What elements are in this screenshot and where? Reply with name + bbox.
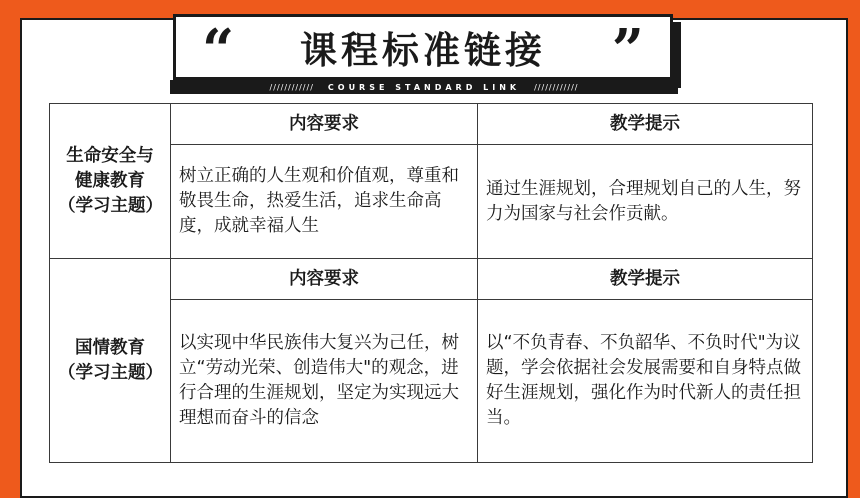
page-title: 课程标准链接 bbox=[300, 29, 546, 72]
content-requirement-cell: 树立正确的人生观和价值观，尊重和敬畏生命，热爱生活，追求生命高度，成就幸福人生 bbox=[171, 145, 478, 259]
close-quote-icon: ” bbox=[611, 22, 644, 72]
content-requirement-cell: 以实现中华民族伟大复兴为己任，树立“劳动光荣、创造伟大"的观念，进行合理的生涯规划，坚定为实现远大理想而奋斗的信念 bbox=[171, 300, 478, 463]
column-header-hint: 教学提示 bbox=[478, 259, 813, 300]
slashes-left: //////////// bbox=[269, 82, 314, 92]
topic-cell bbox=[50, 259, 171, 463]
title-banner bbox=[173, 14, 673, 80]
topic-label: 国情教育 bbox=[75, 337, 145, 358]
open-quote-icon: “ bbox=[202, 22, 235, 72]
slashes-right: //////////// bbox=[534, 82, 579, 92]
column-header-content: 内容要求 bbox=[171, 104, 478, 145]
topic-label: 健康教育 bbox=[75, 170, 145, 191]
topic-label: （学习主题） bbox=[58, 362, 163, 383]
teaching-hint-cell: 通过生涯规划，合理规划自己的人生，努力为国家与社会作贡献。 bbox=[478, 145, 813, 259]
standards-table bbox=[49, 103, 813, 463]
topic-label: 生命安全与 bbox=[66, 145, 154, 166]
teaching-hint-cell: 以“不负青春、不负韶华、不负时代"为议题，学会依据社会发展需要和自身特点做好生涯规划，强化作为时代新人的责任担当。 bbox=[478, 300, 813, 463]
column-header-content: 内容要求 bbox=[171, 259, 478, 300]
table-row bbox=[50, 259, 813, 300]
topic-cell bbox=[50, 104, 171, 259]
subtitle-bar bbox=[170, 80, 678, 94]
column-header-hint: 教学提示 bbox=[478, 104, 813, 145]
table-row bbox=[50, 104, 813, 145]
subtitle: COURSE STANDARD LINK bbox=[327, 82, 521, 92]
topic-label: （学习主题） bbox=[58, 195, 163, 216]
